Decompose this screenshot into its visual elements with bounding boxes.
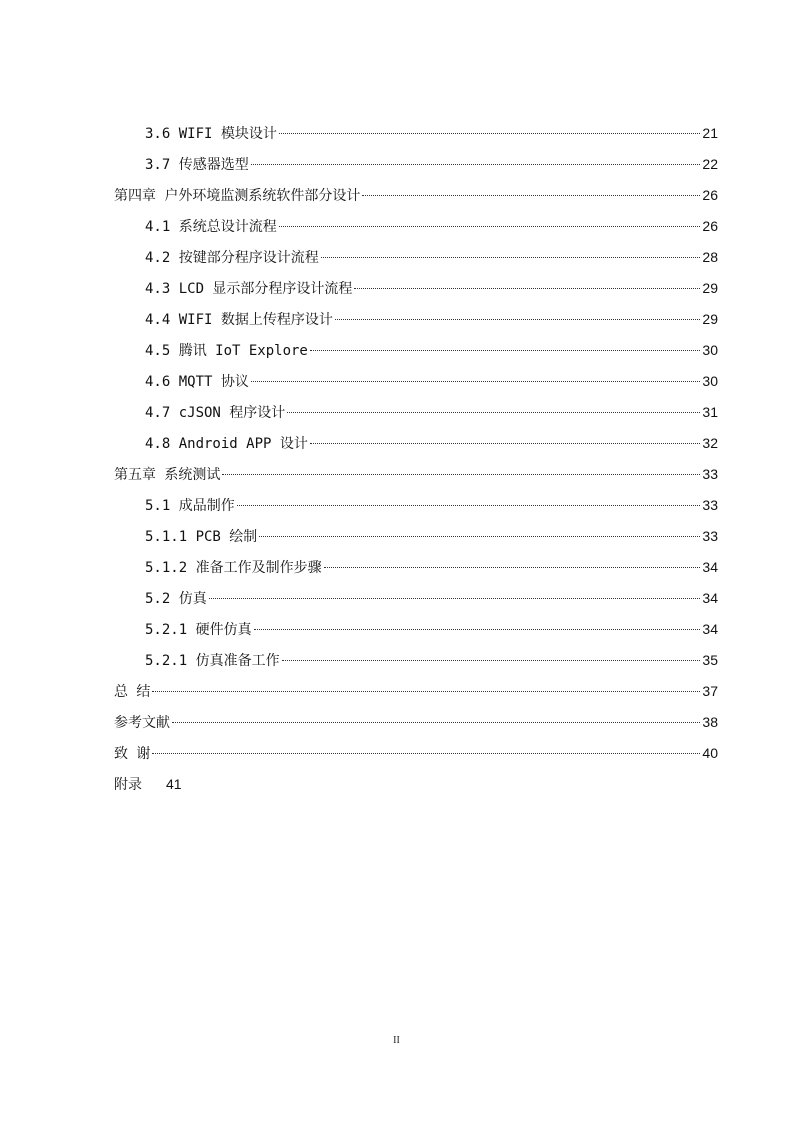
toc-entry-title: 3.6 WIFI 模块设计	[145, 126, 277, 142]
toc-entry-title: 4.8 Android APP 设计	[145, 436, 308, 452]
page-number-footer: II	[393, 1035, 400, 1046]
toc-entry-title: 4.7 cJSON 程序设计	[145, 405, 286, 421]
toc-entry[interactable]	[114, 397, 718, 428]
toc-entry-title: 致 谢	[114, 746, 151, 762]
toc-entry-title: 4.4 WIFI 数据上传程序设计	[145, 312, 333, 328]
toc-entry[interactable]	[114, 428, 718, 459]
toc-entry[interactable]	[114, 335, 718, 366]
toc-entry-page: 30	[702, 342, 718, 358]
toc-dot-leader	[209, 598, 701, 599]
toc-dot-leader	[251, 381, 701, 382]
toc-entry-page: 29	[702, 311, 718, 327]
toc-entry-title: 4.5 腾讯 IoT Explore	[145, 343, 308, 359]
toc-dot-leader	[152, 691, 700, 692]
toc-entry-page: 37	[702, 683, 718, 699]
toc-entry-title: 总 结	[114, 684, 151, 700]
toc-dot-leader	[310, 443, 701, 444]
toc-entry-page: 34	[702, 590, 718, 606]
toc-dot-leader	[279, 133, 701, 134]
toc-entry[interactable]	[114, 211, 718, 242]
toc-dot-leader	[287, 412, 700, 413]
toc-entry-title: 第四章 户外环境监测系统软件部分设计	[114, 188, 361, 204]
toc-entry-page: 30	[702, 373, 718, 389]
toc-entry[interactable]	[114, 304, 718, 335]
toc-entry-title: 4.1 系统总设计流程	[145, 219, 277, 235]
toc-chapter-entry[interactable]	[114, 769, 718, 800]
toc-entry-title: 4.3 LCD 显示部分程序设计流程	[145, 281, 353, 297]
toc-dot-leader	[279, 226, 701, 227]
toc-dot-leader	[251, 164, 701, 165]
toc-entry-title: 4.6 MQTT 协议	[145, 374, 249, 390]
toc-entry-title: 4.2 按键部分程序设计流程	[145, 250, 319, 266]
toc-dot-leader	[152, 753, 700, 754]
toc-entry-page: 32	[702, 435, 718, 451]
toc-dot-leader	[237, 505, 701, 506]
toc-entry-page: 40	[702, 745, 718, 761]
toc-entry[interactable]	[114, 242, 718, 273]
toc-entry-title: 5.2 仿真	[145, 591, 207, 607]
toc-dot-leader	[254, 629, 701, 630]
toc-dot-leader	[222, 474, 700, 475]
toc-dot-leader	[354, 288, 700, 289]
toc-entry-page: 26	[702, 218, 718, 234]
toc-entry-title: 3.7 传感器选型	[145, 157, 249, 173]
table-of-contents	[114, 118, 718, 800]
toc-entry-page: 34	[702, 559, 718, 575]
toc-entry-page: 29	[702, 280, 718, 296]
toc-entry-page: 41	[166, 776, 182, 792]
toc-entry[interactable]	[114, 552, 718, 583]
toc-entry[interactable]	[114, 149, 718, 180]
toc-entry-title: 5.2.1 硬件仿真	[145, 622, 252, 638]
toc-entry[interactable]	[114, 118, 718, 149]
toc-entry-page: 28	[702, 249, 718, 265]
toc-entry-title: 附录	[114, 777, 142, 793]
toc-entry-title: 5.1.1 PCB 绘制	[145, 529, 258, 545]
toc-entry-page: 33	[702, 528, 718, 544]
toc-dot-leader	[335, 319, 701, 320]
toc-dot-leader	[324, 567, 701, 568]
toc-chapter-entry[interactable]	[114, 707, 718, 738]
toc-entry-page: 21	[702, 125, 718, 141]
toc-entry-page: 33	[702, 466, 718, 482]
toc-dot-leader	[362, 195, 700, 196]
toc-dot-leader	[282, 660, 701, 661]
toc-dot-leader	[259, 536, 700, 537]
toc-dot-leader	[310, 350, 701, 351]
toc-dot-leader	[172, 722, 700, 723]
toc-entry[interactable]	[114, 490, 718, 521]
toc-entry[interactable]	[114, 273, 718, 304]
toc-entry-title: 第五章 系统测试	[114, 467, 221, 483]
toc-entry-page: 31	[702, 404, 718, 420]
toc-entry-page: 22	[702, 156, 718, 172]
toc-entry-page: 34	[702, 621, 718, 637]
toc-entry-page: 35	[702, 652, 718, 668]
toc-chapter-entry[interactable]	[114, 738, 718, 769]
toc-chapter-entry[interactable]	[114, 180, 718, 211]
toc-entry[interactable]	[114, 645, 718, 676]
toc-entry-title: 5.1.2 准备工作及制作步骤	[145, 560, 322, 576]
toc-chapter-entry[interactable]	[114, 459, 718, 490]
toc-entry[interactable]	[114, 583, 718, 614]
toc-entry-page: 38	[702, 714, 718, 730]
toc-entry-title: 5.1 成品制作	[145, 498, 235, 514]
toc-chapter-entry[interactable]	[114, 676, 718, 707]
toc-entry-title: 参考文献	[114, 715, 170, 731]
toc-entry[interactable]	[114, 521, 718, 552]
toc-dot-leader	[321, 257, 701, 258]
toc-entry[interactable]	[114, 614, 718, 645]
toc-entry-title: 5.2.1 仿真准备工作	[145, 653, 280, 669]
toc-entry-page: 26	[702, 187, 718, 203]
toc-entry-page: 33	[702, 497, 718, 513]
toc-entry[interactable]	[114, 366, 718, 397]
